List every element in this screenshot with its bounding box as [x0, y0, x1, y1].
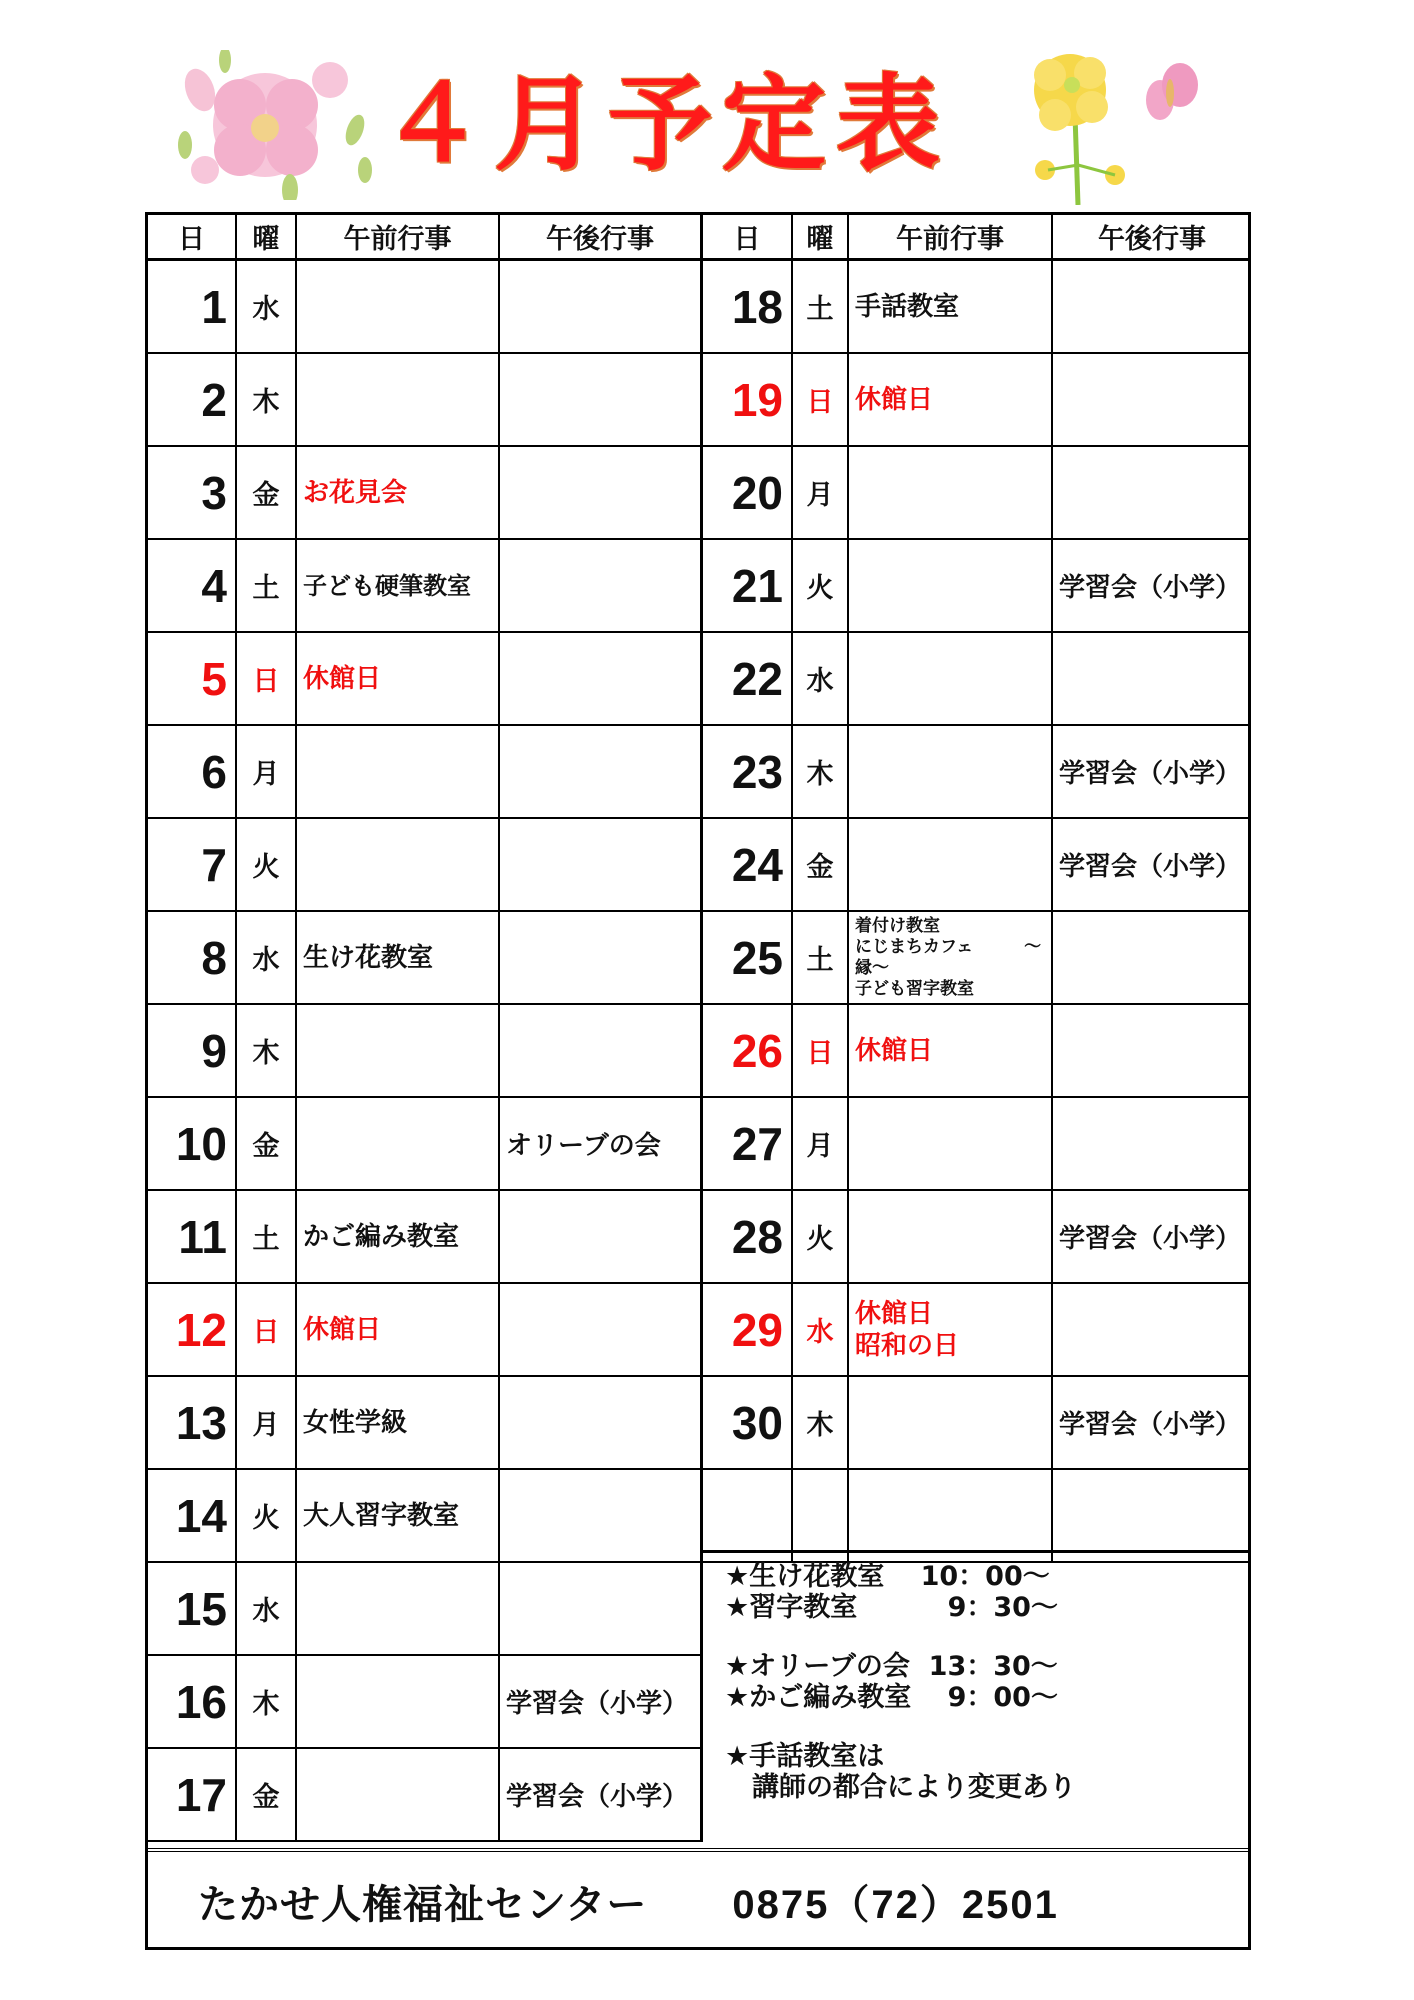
- organization-name: たかせ人権福祉センター: [198, 1881, 648, 1928]
- table-row: [148, 1098, 703, 1191]
- day-number: 15: [148, 1563, 237, 1654]
- weekday: 水: [793, 1284, 849, 1375]
- table-row: [148, 1749, 703, 1842]
- afternoon-event: [500, 819, 703, 910]
- weekday: 水: [237, 1563, 297, 1654]
- table-row: [703, 447, 1251, 540]
- day-number: 22: [703, 633, 793, 724]
- morning-event: [297, 1005, 500, 1096]
- table-row: [148, 1377, 703, 1470]
- left-rows: [148, 261, 703, 1842]
- page-title: ４月予定表: [380, 63, 951, 185]
- footer: [148, 1848, 1248, 1950]
- header-morning: 午前行事: [849, 215, 1053, 258]
- note-sign-language-detail: 講師の都合により変更あり: [725, 1772, 1076, 1803]
- morning-event: [297, 1098, 500, 1189]
- weekday: 火: [793, 540, 849, 631]
- weekday: 月: [237, 726, 297, 817]
- table-row: [703, 1098, 1251, 1191]
- morning-event-line: にじまちカフェ ～: [855, 936, 1042, 957]
- phone-number: 0875（72）2501: [732, 1882, 1059, 1927]
- day-number: 17: [148, 1749, 237, 1840]
- afternoon-event: [1053, 1470, 1251, 1561]
- afternoon-event: [500, 912, 703, 1003]
- day-number: 16: [148, 1656, 237, 1747]
- table-row: [148, 1191, 703, 1284]
- day-number: 14: [148, 1470, 237, 1561]
- day-number: 13: [148, 1377, 237, 1468]
- table-header: [148, 215, 703, 261]
- morning-event: お花見会: [297, 447, 500, 538]
- schedule-table: [145, 212, 1251, 1950]
- morning-event: [849, 726, 1053, 817]
- table-row: [148, 1656, 703, 1749]
- butterfly-icon: [1146, 63, 1198, 120]
- morning-event: [849, 1098, 1053, 1189]
- afternoon-event: 学習会（小学）: [1059, 1410, 1242, 1440]
- afternoon-event: [1053, 354, 1251, 445]
- morning-event: 生け花教室: [297, 912, 500, 1003]
- day-number: 3: [148, 447, 237, 538]
- weekday: 火: [793, 1191, 849, 1282]
- afternoon-event: [500, 1377, 703, 1468]
- morning-event: [297, 1749, 500, 1840]
- day-number: 4: [148, 540, 237, 631]
- morning-event: [849, 447, 1053, 538]
- table-row: [703, 1005, 1251, 1098]
- afternoon-event: [1053, 1005, 1251, 1096]
- afternoon-event: [500, 1470, 703, 1561]
- morning-event-line: 昭和の日: [855, 1330, 960, 1361]
- afternoon-event: [500, 261, 703, 352]
- day-number: 26: [703, 1005, 793, 1096]
- rapeseed-flower-icon: [1020, 45, 1210, 205]
- table-row: [703, 1191, 1251, 1284]
- afternoon-event: [500, 1563, 703, 1654]
- day-number: 9: [148, 1005, 237, 1096]
- afternoon-event: 学習会（小学）: [500, 1656, 703, 1747]
- table-row: [148, 1470, 703, 1563]
- morning-event: [849, 1191, 1053, 1282]
- schedule-right-half: [703, 215, 1251, 1563]
- day-number: 24: [703, 819, 793, 910]
- afternoon-event: [500, 447, 703, 538]
- note-basket-time: ★かご編み教室 9：00～: [725, 1682, 1058, 1713]
- weekday: 金: [237, 1098, 297, 1189]
- morning-event-line: 子ども習字教室: [855, 978, 974, 999]
- table-row: [703, 1284, 1251, 1377]
- day-number: 21: [703, 540, 793, 631]
- table-row: [703, 261, 1251, 354]
- weekday: 土: [237, 540, 297, 631]
- afternoon-event: [500, 726, 703, 817]
- note-ikebana-time: ★生け花教室 10：00～: [725, 1561, 1050, 1592]
- afternoon-event: [1053, 633, 1251, 724]
- morning-event-line: 縁～: [855, 957, 889, 978]
- weekday: 日: [237, 633, 297, 724]
- morning-event: かご編み教室: [297, 1191, 500, 1282]
- morning-event-line: 着付け教室: [855, 915, 940, 936]
- morning-event: 休館日: [849, 1005, 1053, 1096]
- table-row: [703, 1377, 1251, 1470]
- day-number: 30: [703, 1377, 793, 1468]
- weekday: 木: [793, 1377, 849, 1468]
- afternoon-event: [500, 1191, 703, 1282]
- header-day: 日: [148, 215, 237, 258]
- afternoon-event: 学習会（小学）: [1059, 759, 1242, 789]
- table-row: [148, 912, 703, 1005]
- weekday: 水: [793, 633, 849, 724]
- table-row: [148, 540, 703, 633]
- day-number: 7: [148, 819, 237, 910]
- day-number: 1: [148, 261, 237, 352]
- weekday: 日: [793, 354, 849, 445]
- morning-event: [849, 1284, 1053, 1375]
- table-row: [148, 1005, 703, 1098]
- table-row: [148, 447, 703, 540]
- day-number: 28: [703, 1191, 793, 1282]
- afternoon-event: 学習会（小学）: [1059, 573, 1242, 603]
- afternoon-event: 学習会（小学）: [1059, 1224, 1242, 1254]
- weekday: 日: [793, 1005, 849, 1096]
- day-number: 11: [148, 1191, 237, 1282]
- weekday: 土: [793, 261, 849, 352]
- afternoon-event: [500, 1284, 703, 1375]
- weekday: 火: [237, 1470, 297, 1561]
- afternoon-event: [1053, 1284, 1251, 1375]
- notes-box: [703, 1550, 1251, 1844]
- afternoon-event: [1053, 261, 1251, 352]
- morning-event: [849, 1377, 1053, 1468]
- morning-event: 女性学級: [297, 1377, 500, 1468]
- note-sign-language: ★手話教室は: [725, 1741, 885, 1772]
- morning-event: [297, 1563, 500, 1654]
- day-number: 10: [148, 1098, 237, 1189]
- day-number: 20: [703, 447, 793, 538]
- day-number: 8: [148, 912, 237, 1003]
- morning-event: 休館日: [849, 354, 1053, 445]
- table-row: [148, 261, 703, 354]
- day-number: 2: [148, 354, 237, 445]
- afternoon-event: オリーブの会: [500, 1098, 703, 1189]
- table-row: [703, 912, 1251, 1005]
- morning-event: [297, 819, 500, 910]
- afternoon-event: [500, 540, 703, 631]
- morning-event: 大人習字教室: [297, 1470, 500, 1561]
- morning-event-line: 休館日: [855, 1298, 934, 1329]
- weekday: 月: [237, 1377, 297, 1468]
- weekday: 水: [237, 912, 297, 1003]
- morning-event: [297, 726, 500, 817]
- table-row: [148, 354, 703, 447]
- day-number: 19: [703, 354, 793, 445]
- afternoon-event: [1053, 912, 1251, 1003]
- table-row: [148, 819, 703, 912]
- schedule-left-half: [148, 215, 703, 1842]
- afternoon-event: 学習会（小学）: [1059, 852, 1242, 882]
- morning-event: [297, 1656, 500, 1747]
- table-row: [703, 633, 1251, 726]
- afternoon-event: [500, 1005, 703, 1096]
- table-row: [703, 540, 1251, 633]
- day-number: 18: [703, 261, 793, 352]
- header-day: 日: [703, 215, 793, 258]
- note-olive-time: ★オリーブの会 13：30～: [725, 1651, 1058, 1682]
- weekday: 木: [237, 1005, 297, 1096]
- header-afternoon: 午後行事: [1098, 224, 1206, 255]
- right-rows: [703, 261, 1251, 1563]
- table-row: [148, 633, 703, 726]
- header-morning: 午前行事: [297, 215, 500, 258]
- weekday: 木: [237, 354, 297, 445]
- weekday: 金: [237, 1749, 297, 1840]
- morning-event: [297, 261, 500, 352]
- morning-event: 休館日: [297, 1284, 500, 1375]
- day-number: 23: [703, 726, 793, 817]
- weekday: 土: [237, 1191, 297, 1282]
- weekday: 日: [237, 1284, 297, 1375]
- morning-event: [297, 354, 500, 445]
- table-row: [703, 819, 1251, 912]
- weekday: 月: [793, 447, 849, 538]
- afternoon-event: [1053, 447, 1251, 538]
- morning-event: [849, 540, 1053, 631]
- peach-blossom-icon: [170, 50, 380, 200]
- morning-event: 手話教室: [849, 261, 1053, 352]
- table-row: [148, 1563, 703, 1656]
- weekday: 火: [237, 819, 297, 910]
- morning-event: 子ども硬筆教室: [297, 540, 500, 631]
- header-weekday: 曜: [793, 215, 849, 258]
- morning-event: [849, 1470, 1053, 1561]
- table-row: [703, 726, 1251, 819]
- table-row: [148, 1284, 703, 1377]
- weekday: 水: [237, 261, 297, 352]
- header-weekday: 曜: [237, 215, 297, 258]
- morning-event: [849, 819, 1053, 910]
- day-number: 6: [148, 726, 237, 817]
- header-afternoon: 午後行事: [500, 215, 703, 258]
- note-calligraphy-time: ★習字教室 9：30～: [725, 1592, 1058, 1623]
- table-row: [703, 354, 1251, 447]
- weekday: 木: [793, 726, 849, 817]
- day-number: 29: [703, 1284, 793, 1375]
- weekday: 月: [793, 1098, 849, 1189]
- afternoon-event: [1053, 1098, 1251, 1189]
- table-header: [703, 215, 1251, 261]
- day-number: [703, 1470, 793, 1561]
- weekday: 金: [237, 447, 297, 538]
- morning-event: 休館日: [297, 633, 500, 724]
- morning-event: [849, 633, 1053, 724]
- weekday: 金: [793, 819, 849, 910]
- weekday: 木: [237, 1656, 297, 1747]
- day-number: 27: [703, 1098, 793, 1189]
- weekday: 土: [793, 912, 849, 1003]
- day-number: 12: [148, 1284, 237, 1375]
- weekday: [793, 1470, 849, 1561]
- day-number: 5: [148, 633, 237, 724]
- page-header: [0, 40, 1414, 210]
- afternoon-event: [500, 633, 703, 724]
- day-number: 25: [703, 912, 793, 1003]
- morning-event: [849, 912, 1053, 1003]
- afternoon-event: [500, 354, 703, 445]
- afternoon-event: 学習会（小学）: [500, 1749, 703, 1840]
- table-row: [148, 726, 703, 819]
